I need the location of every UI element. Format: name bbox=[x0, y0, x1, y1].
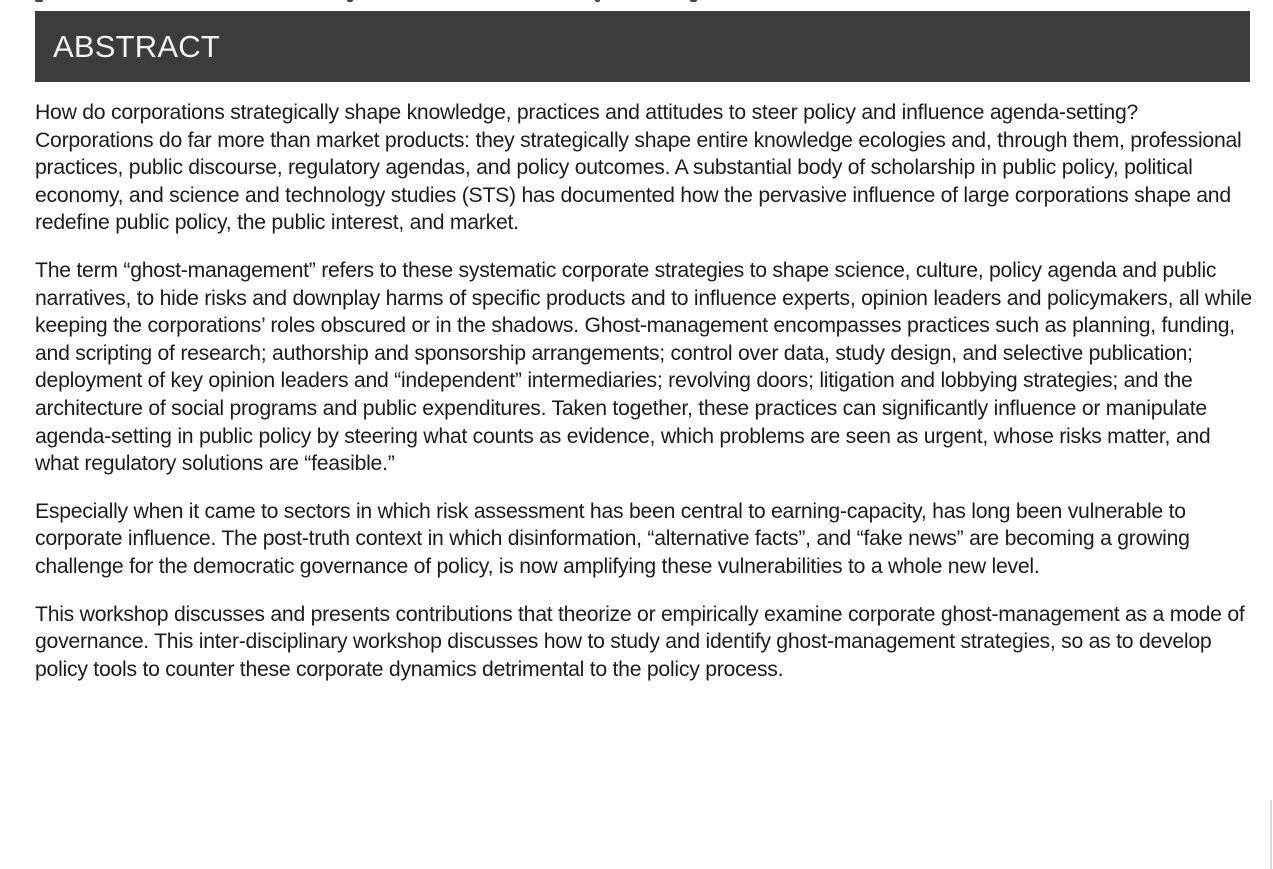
abstract-paragraph-4: This workshop discusses and presents contributions that theorize or empirically examine corporate ghost-management as a mode of governance. This inter-disciplinary workshop discusses how to study and identify ghost-management strategies, so as to develop policy tools to counter these corporate dynamics detrimental to the policy process. bbox=[35, 602, 1245, 681]
abstract-paragraph-1: How do corporations strategically shape knowledge, practices and attitudes to steer policy and influence agenda-setting? Corporations do far more than market products: they strategically shape entire knowledge ecologies and, through them, professional practices, public discourse, regulatory agendas, and policy outcomes. A substantial body of scholarship in public policy, political economy, and science and technology studies (STS) has documented how the pervasive influence of large corporations shape and redefine public policy, the public interest, and market. bbox=[35, 101, 1242, 235]
abstract-header-bar bbox=[35, 11, 1250, 82]
page-edge-divider bbox=[1270, 800, 1272, 869]
abstract-body bbox=[35, 99, 1257, 703]
abstract-heading: ABSTRACT bbox=[53, 29, 220, 64]
cropped-previous-line bbox=[35, 0, 1250, 4]
abstract-paragraph-3: Especially when it came to sectors in which risk assessment has been central to earning-capacity, has long been vulnerable to corporate influence. The post-truth context in which disinformation, “alternative facts”, and “fake news” are becoming a growing challenge for the democratic governance of policy, is now amplifying these vulnerabilities to a whole new level. bbox=[35, 499, 1190, 578]
abstract-paragraph-2: The term “ghost-management” refers to these systematic corporate strategies to shape science, culture, policy agenda and public narratives, to hide risks and downplay harms of specific products and to influence experts, opinion leaders and policymakers, all while keeping the corporations’ roles obscured or in the shadows. Ghost-management encompasses practices such as planning, funding, and scripting of research; authorship and sponsorship arrangements; control over data, study design, and selective publication; deployment of key opinion leaders and “independent” intermediaries; revolving doors; litigation and lobbying strategies; and the architecture of social programs and public expenditures. Taken together, these practices can significantly influence or manipulate agenda-setting in public policy by steering what counts as evidence, which problems are seen as urgent, whose risks matter, and what regulatory solutions are “feasible.” bbox=[35, 258, 1252, 476]
